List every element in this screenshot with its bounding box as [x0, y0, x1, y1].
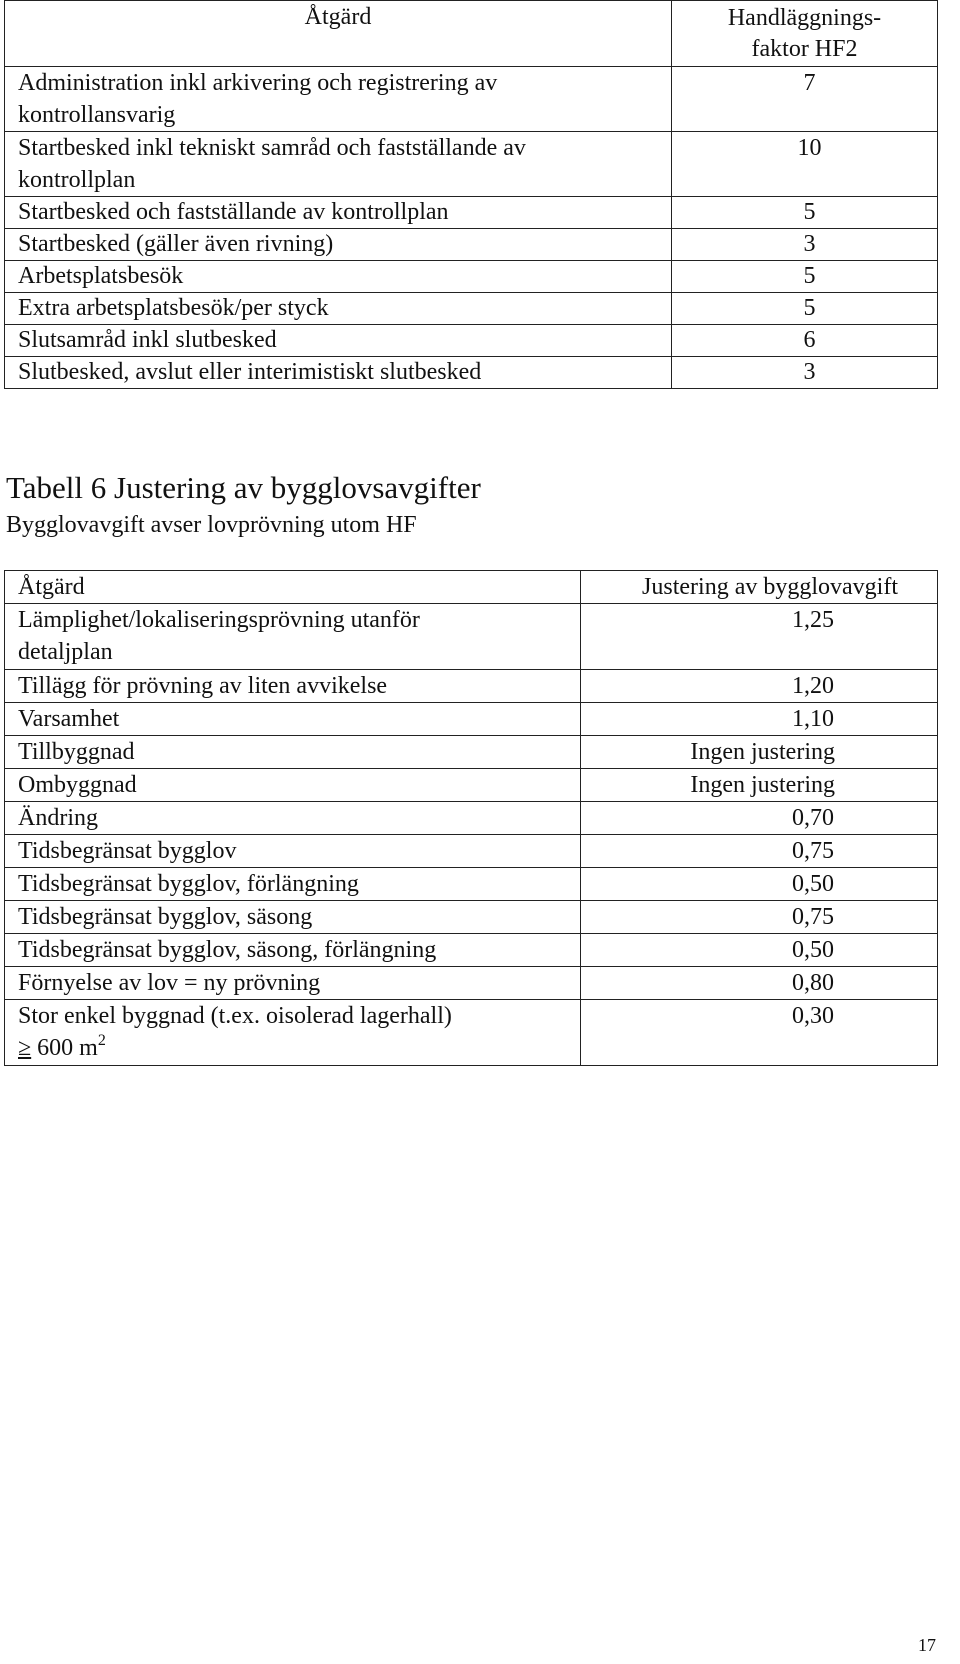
table-row: [5, 229, 938, 261]
table6-title: Tabell 6 Justering av bygglovsavgifter: [6, 470, 481, 505]
row-action: Ombyggnad: [5, 769, 581, 802]
row-factor: [672, 357, 938, 389]
row-action-line2: kontrollplan: [18, 167, 136, 193]
row-value: 0,30: [581, 1000, 938, 1066]
table-row: [5, 934, 938, 967]
header-adjustment: Justering av bygglovavgift: [581, 571, 938, 604]
row-action: Startbesked (gäller även rivning): [5, 229, 672, 261]
header-action: Åtgärd: [5, 571, 581, 604]
row-value: Ingen justering: [581, 736, 938, 769]
table-row: [5, 769, 938, 802]
row-value: 0,50: [581, 934, 938, 967]
row-action-line2: 600 m: [31, 1035, 98, 1061]
header-action: Åtgärd: [5, 1, 672, 67]
row-factor-value: 3: [803, 231, 816, 257]
row-factor-value: 7: [803, 70, 816, 96]
row-value: 1,20: [581, 670, 938, 703]
row-action: [5, 67, 672, 132]
row-action-line1: Lämplighet/lokaliseringsprövning utanför: [18, 607, 420, 633]
row-action: Tillbyggnad: [5, 736, 581, 769]
table-row: [5, 868, 938, 901]
row-factor-value: 6: [803, 327, 816, 353]
row-value: Ingen justering: [581, 769, 938, 802]
table-row: [5, 261, 938, 293]
superscript: 2: [97, 1032, 106, 1049]
table-row: [5, 967, 938, 1000]
row-action-line2: kontrollansvarig: [18, 102, 176, 128]
row-action: Arbetsplatsbesök: [5, 261, 672, 293]
row-action: Slutbesked, avslut eller interimistiskt slutbesked: [5, 357, 672, 389]
row-value: 0,75: [581, 835, 938, 868]
row-action: Förnyelse av lov = ny prövning: [5, 967, 581, 1000]
row-value: 0,75: [581, 901, 938, 934]
row-factor-value: 5: [803, 295, 816, 321]
bygglovsavgift-adjustment-table: [4, 570, 938, 1066]
row-action: Startbesked och fastställande av kontrollplan: [5, 197, 672, 229]
row-value: 0,80: [581, 967, 938, 1000]
table-row: [5, 357, 938, 389]
row-action: Ändring: [5, 802, 581, 835]
row-action: [5, 132, 672, 197]
row-factor-value: 10: [797, 135, 822, 161]
row-action: Tidsbegränsat bygglov: [5, 835, 581, 868]
row-factor: [672, 132, 938, 197]
row-value: 1,25: [581, 604, 938, 670]
table-row: [5, 670, 938, 703]
table-row: [5, 802, 938, 835]
row-action: [5, 604, 581, 670]
row-factor: [672, 261, 938, 293]
row-factor: [672, 293, 938, 325]
table-row: [5, 132, 938, 197]
row-factor-value: 5: [803, 263, 816, 289]
row-value: 1,10: [581, 703, 938, 736]
row-factor-value: 5: [803, 199, 816, 225]
table-row: [5, 835, 938, 868]
row-action-line2: detaljplan: [18, 639, 113, 665]
row-action: Tillägg för prövning av liten avvikelse: [5, 670, 581, 703]
row-factor: [672, 67, 938, 132]
row-factor: [672, 229, 938, 261]
greater-equal-symbol: ≥: [18, 1035, 32, 1061]
row-action: Tidsbegränsat bygglov, säsong, förlängning: [5, 934, 581, 967]
table-header-row: [5, 571, 938, 604]
row-factor: [672, 197, 938, 229]
table-row: [5, 736, 938, 769]
row-action: Slutsamråd inkl slutbesked: [5, 325, 672, 357]
row-action: Tidsbegränsat bygglov, säsong: [5, 901, 581, 934]
table-header-row: [5, 1, 938, 67]
row-action-line1: Stor enkel byggnad (t.ex. oisolerad lagerhall): [18, 1003, 452, 1029]
row-factor: [672, 325, 938, 357]
handlaggningsfaktor-table: [4, 0, 938, 389]
row-action-line1: Administration inkl arkivering och registrering av: [18, 70, 498, 96]
header-factor-line1: Handläggnings-: [727, 5, 882, 31]
table-row: [5, 703, 938, 736]
row-action: [5, 1000, 581, 1066]
table-row: [5, 604, 938, 670]
row-action: Varsamhet: [5, 703, 581, 736]
table-row: [5, 325, 938, 357]
table-row: [5, 901, 938, 934]
table-row: [5, 67, 938, 132]
row-factor-value: 3: [803, 359, 816, 385]
table-row: [5, 1000, 938, 1066]
table6-subtitle: Bygglovavgift avser lovprövning utom HF: [6, 512, 417, 538]
row-action: Extra arbetsplatsbesök/per styck: [5, 293, 672, 325]
row-value: 0,70: [581, 802, 938, 835]
page-number: 17: [918, 1635, 936, 1655]
table-row: [5, 293, 938, 325]
row-action-line1: Startbesked inkl tekniskt samråd och fastställande av: [18, 135, 526, 161]
header-factor: [672, 1, 938, 67]
header-factor-line2: faktor HF2: [751, 36, 858, 62]
row-value: 0,50: [581, 868, 938, 901]
row-action: Tidsbegränsat bygglov, förlängning: [5, 868, 581, 901]
table-row: [5, 197, 938, 229]
